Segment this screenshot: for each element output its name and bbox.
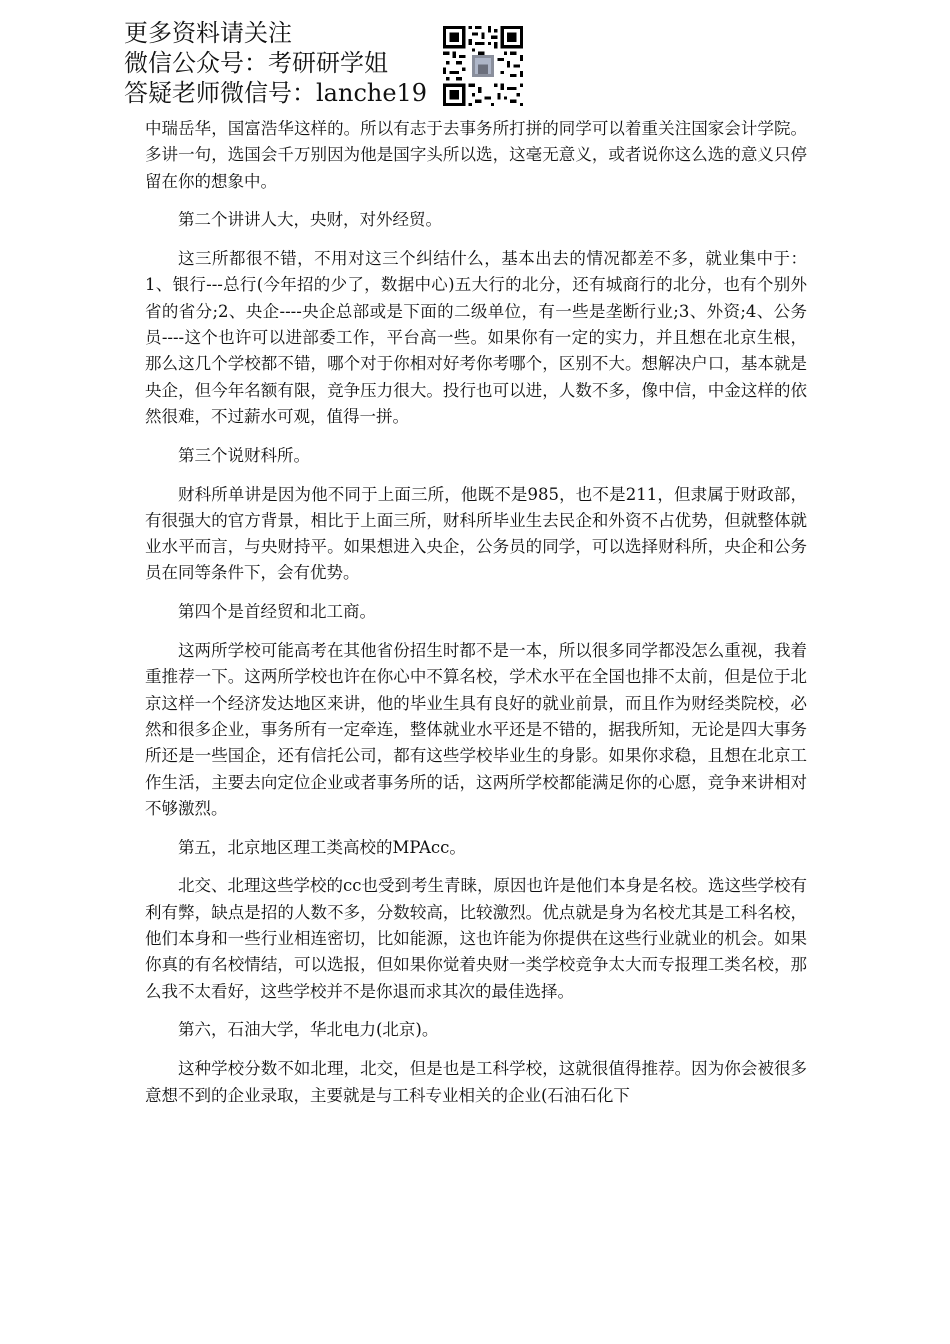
header-line-2: 微信公众号：考研研学姐 xyxy=(124,49,388,77)
qr-code-icon xyxy=(443,26,523,106)
section-heading: 第四个是首经贸和北工商。 xyxy=(178,602,376,622)
section-heading: 第三个说财科所。 xyxy=(178,445,310,465)
paragraph: 财科所单讲是因为他不同于上面三所，他既不是985，也不是211，但隶属于财政部，有很强大的官方背景，相比于上面三所，财科所毕业生去民企和外资不占优势，但就整体就业水平而言，与央财持平。如果想进入央企，公务员的同学，可以选择财科所，央企和公务员在同等条件下，会有优势。 xyxy=(145,484,807,583)
paragraph: 北交、北理这些学校的cc也受到考生青睐，原因也许是他们本身是名校。选这些学校有利有弊，缺点是招的人数不多，分数较高，比较激烈。优点就是身为名校尤其是工科名校，他们本身和一些行业相连密切，比如能源，这也许能为你提供在这些行业就业的机会。如果你真的有名校情结，可以选报，但如果你觉着央财一类学校竞争太大而专报理工类名校，那么我不太看好，这些学校并不是你退而求其次的最佳选择。 xyxy=(145,876,807,1001)
section-heading: 第六，石油大学，华北电力(北京)。 xyxy=(178,1020,439,1040)
header-line-3: 答疑老师微信号：lanche19 xyxy=(124,79,428,107)
paragraph: 这三所都很不错，不用对这三个纠结什么，基本出去的情况都差不多，就业集中于：1、银行---总行(今年招的少了，数据中心)五大行的北分，还有城商行的北分，也有个别外省的省分;2、央企----央企总部或是下面的二级单位，有一些是垄断行业;3、外资;4、公务员----这个也许可以进部委工作，平台高一些。如果你有一定的实力，并且想在北京生根，那么这几个学校都不错，哪个对于你相对好考你考哪个，区别不大。想解决户口，基本就是央企，但今年名额有限，竞争压力很大。投行也可以进，人数不多，像中信，中金这样的依然很难，不过薪水可观，值得一拼。 xyxy=(145,249,807,426)
qr-code-graphic xyxy=(443,26,523,106)
paragraph: 这两所学校可能高考在其他省份招生时都不是一本，所以很多同学都没怎么重视，我着重推荐一下。这两所学校也许在你心中不算名校，学术水平在全国也排不太前，但是位于北京这样一个经济发达地区来讲，他的毕业生具有良好的就业前景，而且作为财经类院校，必然和很多企业，事务所有一定牵连，整体就业水平还是不错的，据我所知，无论是四大事务所还是一些国企，还有信托公司，都有这些学校毕业生的身影。如果你求稳，且想在北京工作生活，主要去向定位企业或者事务所的话，这两所学校都能满足你的心愿，竞争来讲相对不够激烈。 xyxy=(145,641,807,818)
article-body xyxy=(145,116,807,1121)
paragraph: 中瑞岳华，国富浩华这样的。所以有志于去事务所打拼的同学可以着重关注国家会计学院。多讲一句，选国会千万别因为他是国字头所以选，这毫无意义，或者说你这么选的意义只停留在你的想象中。 xyxy=(145,119,807,191)
section-heading: 第二个讲讲人大，央财，对外经贸。 xyxy=(178,210,442,230)
paragraph: 这种学校分数不如北理，北交，但是也是工科学校，这就很值得推荐。因为你会被很多意想不到的企业录取，主要就是与工科专业相关的企业(石油石化下 xyxy=(145,1059,807,1105)
section-heading: 第五，北京地区理工类高校的MPAcc。 xyxy=(178,837,466,857)
header-line-1: 更多资料请关注 xyxy=(124,19,292,47)
promo-header xyxy=(124,18,444,108)
